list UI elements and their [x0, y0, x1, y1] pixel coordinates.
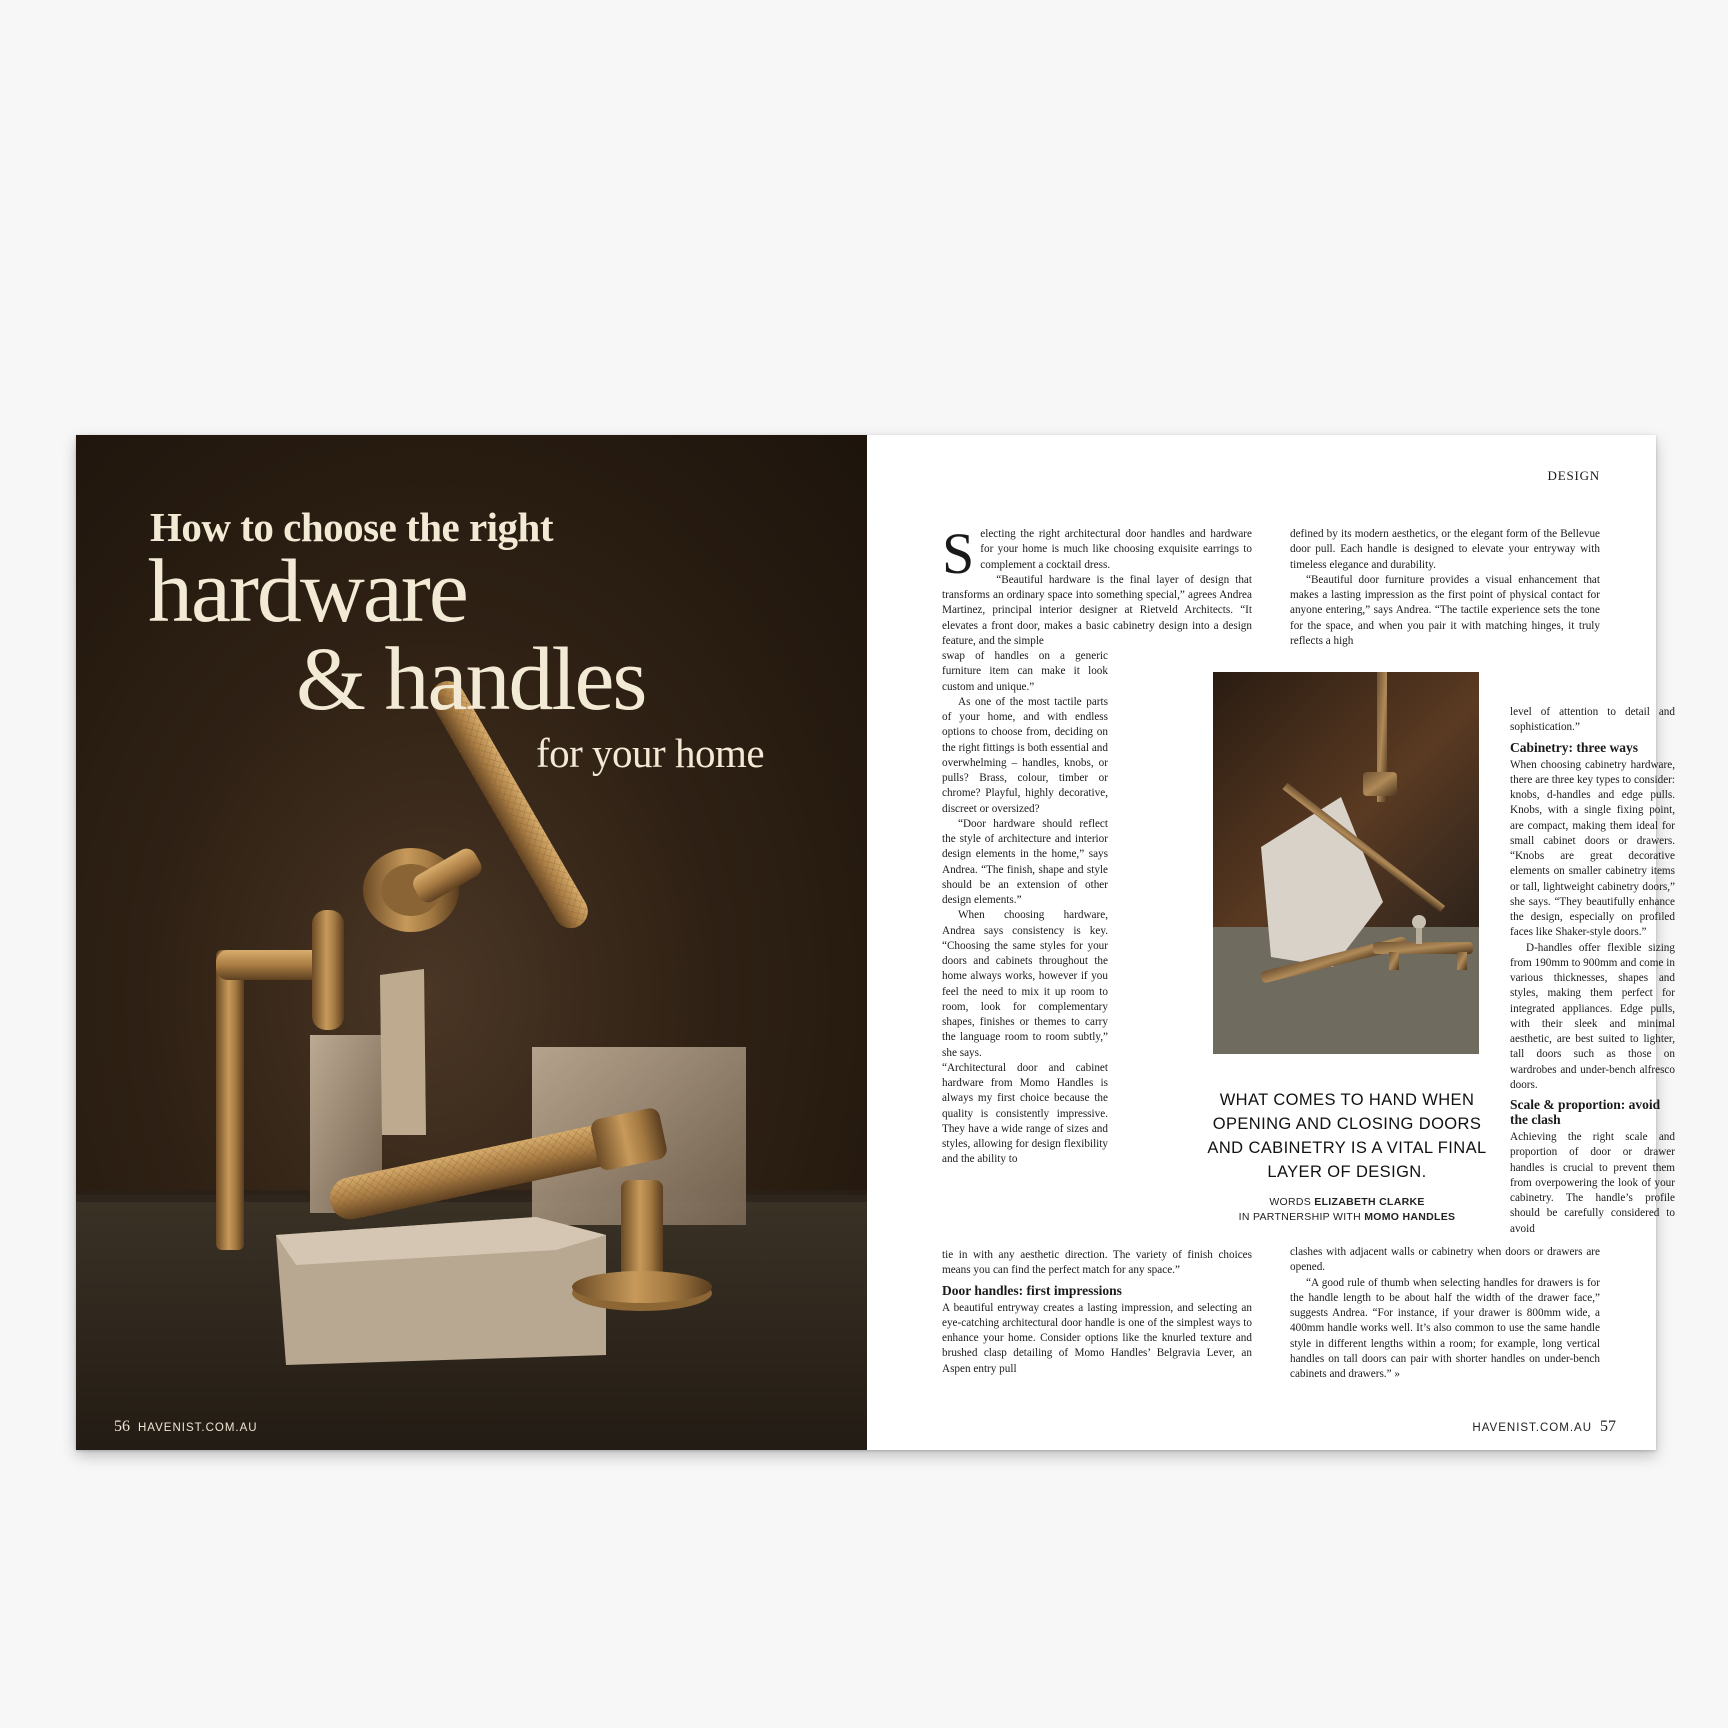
- paragraph: “A good rule of thumb when selecting handles for drawers is for the handle length to be about half the width of the drawer face,” suggests Andrea. “For instance, if your drawer is 800mm wide, a 400mm handle works well. It’s also common to use the same handle style in different lengths within a room; for example, long vertical handles on tall doors can pair with shorter handles on under-bench cabinets and drawers.” »: [1290, 1276, 1600, 1380]
- paragraph: When choosing hardware, Andrea says consistency is key. “Choosing the same styles for your doors and cabinets throughout the home always works, however if you feel the need to mix it up room to room, look for complementary shapes, finishes or themes to carry the language room to room subtly,” she says.: [942, 909, 1108, 1059]
- column-a-top: [942, 521, 1252, 649]
- paragraph: swap of handles on a generic furniture item can make it look custom and unique.”: [942, 650, 1108, 693]
- paragraph: tie in with any aesthetic direction. The variety of finish choices means you can find the perfect match for any space.”: [942, 1249, 1252, 1277]
- words-label: WORDS: [1269, 1196, 1312, 1208]
- headline-line-4: for your home: [536, 730, 765, 776]
- paragraph: “Door hardware should reflect the style of architecture and interior design elements in the home,” says Andrea. “The finish, shape and style should be an extension of other design elements.”: [942, 817, 1108, 906]
- paragraph: level of attention to detail and sophistication.”: [1510, 706, 1675, 734]
- inset-photo-illustration: [1213, 672, 1479, 1054]
- page-number-left: 56: [114, 1418, 130, 1435]
- column-b-bottom: [1290, 1245, 1600, 1382]
- paragraph: defined by its modern aesthetics, or the elegant form of the Bellevue door pull. Each handle is designed to elevate your entryway with timeless elegance and durability.: [1290, 528, 1600, 571]
- subheading-scale: Scale & proportion: avoid the clash: [1510, 1097, 1661, 1127]
- headline-line-1: How to choose the right: [150, 504, 554, 550]
- paragraph: Achieving the right scale and proportion of door or drawer handles is crucial to prevent them from overpowering the look of your cabinetry. The handle’s profile should be carefully considered to avoid: [1510, 1131, 1675, 1235]
- headline-line-2: hardware: [148, 542, 467, 641]
- dropcap: S: [942, 521, 975, 586]
- paragraph: A beautiful entryway creates a lasting impression, and selecting an eye-catching architectural door handle is one of the simplest ways to enhance your home. Consider options like the knurled texture and brushed clasp detailing of Momo Handles’ Belgravia Lever, an Aspen entry pull: [942, 1301, 1252, 1375]
- paragraph: “Beautiful hardware is the final layer of design that transforms an ordinary space into something special,” agrees Andrea Martinez, principal interior designer at Rietveld Architects. “It elevates a front door, makes a basic cabinetry design into a design feature, and the simple: [942, 573, 1252, 647]
- paragraph: When choosing cabinetry hardware, there are three key types to consider: knobs, d-handles and edge pulls. Knobs, with a single fixing point, are compact, making them ideal for small cabinet doors or drawers. “Knobs are great decorative elements on smaller cabinetry items or tall, lightweight cabinetry doors,” she says. “They beautifully enhance the design, especially on profiled faces like Shaker-style doors.”: [1510, 758, 1675, 939]
- byline-credits: [1203, 1195, 1491, 1225]
- inset-photo-hardware: [1213, 672, 1479, 1054]
- subheading-door-handles: Door handles: first impressions: [942, 1282, 1122, 1298]
- column-a-narrow: [942, 649, 1108, 1168]
- right-page: [867, 435, 1675, 1450]
- folio-right: [1472, 1418, 1616, 1436]
- page-number-right: 57: [1600, 1418, 1616, 1435]
- paragraph: “Architectural door and cabinet hardware from Momo Handles is always my first choice because the quality is consistently impressive. They have a wide range of sizes and styles, allowing for design flexibility and the ability to: [942, 1061, 1108, 1166]
- site-url-left: HAVENIST.COM.AU: [138, 1422, 258, 1434]
- subheading-cabinetry: Cabinetry: three ways: [1510, 739, 1638, 755]
- paragraph: D-handles offer flexible sizing from 190mm to 900mm and come in various thicknesses, shapes and styles, making them perfect for integrated appliances. Edge pulls, with their sleek and minimal aesthetic, are best suited to lighter, tall doors such as those on wardrobes and under-bench alfresco doors.: [1510, 941, 1675, 1091]
- partner-label: IN PARTNERSHIP WITH: [1238, 1211, 1362, 1223]
- paragraph: As one of the most tactile parts of your home, and with endless options to choose from, deciding on the right fittings is both essential and overwhelming – handles, knobs, or pulls? Brass, colour, timber or chrome? Playful, highly decorative, discreet or oversized?: [942, 695, 1108, 815]
- author-name: ELIZABETH CLARKE: [1314, 1196, 1425, 1208]
- column-b-narrow: [1510, 705, 1675, 1237]
- paragraph: clashes with adjacent walls or cabinetry when doors or drawers are opened.: [1290, 1246, 1600, 1274]
- paragraph: electing the right architectural door handles and hardware for your home is much like choosing exquisite earrings to complement a cocktail dress.: [980, 528, 1252, 571]
- magazine-spread: [76, 435, 1675, 1450]
- folio-left: [114, 1418, 258, 1436]
- headline-line-3: & handles: [296, 630, 646, 729]
- paragraph: “Beautiful door furniture provides a visual enhancement that makes a lasting impression as the first point of physical contact for anyone entering,” says Andrea. “The tactile experience sets the tone for the space, and when you pair it with matching hinges, it truly reflects a high: [1290, 573, 1600, 647]
- column-b-top: [1290, 527, 1600, 649]
- partner-name: MOMO HANDLES: [1364, 1211, 1456, 1223]
- section-label: DESIGN: [1547, 468, 1600, 483]
- site-url-right: HAVENIST.COM.AU: [1472, 1422, 1592, 1434]
- left-page: [76, 435, 867, 1450]
- pull-quote: WHAT COMES TO HAND WHEN OPENING AND CLOSING DOORS AND CABINETRY IS A VITAL FINAL LAYER OF DESIGN.: [1207, 1091, 1487, 1181]
- column-a-bottom: [942, 1248, 1252, 1377]
